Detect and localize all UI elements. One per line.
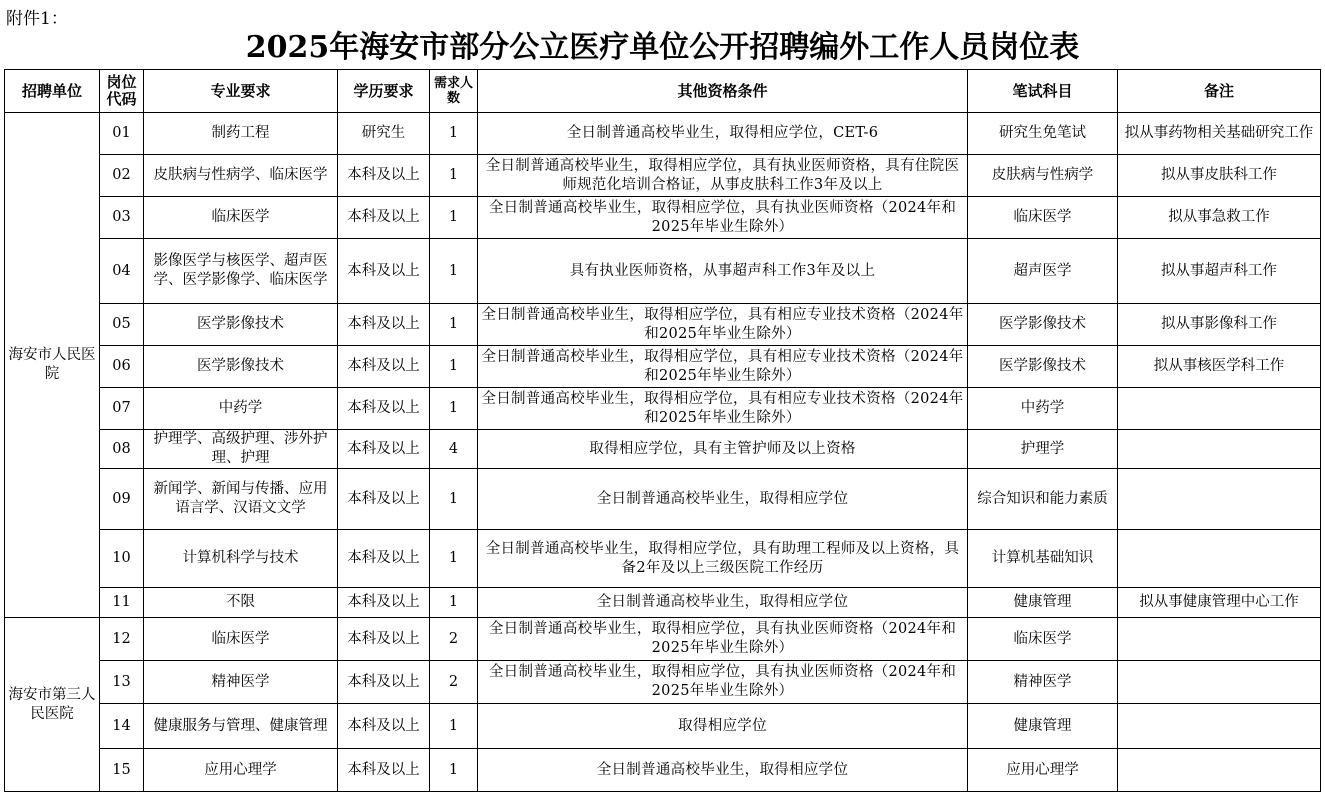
remark: 拟从事皮肤科工作 bbox=[1118, 155, 1321, 197]
remark: 拟从事药物相关基础研究工作 bbox=[1118, 113, 1321, 155]
position-code: 12 bbox=[100, 618, 144, 661]
header-row bbox=[5, 70, 1321, 113]
exam-subject: 健康管理 bbox=[968, 588, 1118, 618]
position-code: 15 bbox=[100, 749, 144, 792]
exam-subject: 综合知识和能力素质 bbox=[968, 469, 1118, 530]
education-requirement: 本科及以上 bbox=[338, 588, 430, 618]
other-conditions: 全日制普通高校毕业生，取得相应学位，具有相应专业技术资格（2024年和2025年毕业生除外） bbox=[478, 346, 968, 388]
education-requirement: 本科及以上 bbox=[338, 346, 430, 388]
other-conditions: 全日制普通高校毕业生，取得相应学位，具有助理工程师及以上资格，具备2年及以上三级医院工作经历 bbox=[478, 530, 968, 588]
education-requirement: 本科及以上 bbox=[338, 197, 430, 239]
other-conditions: 全日制普通高校毕业生，取得相应学位，具有相应专业技术资格（2024年和2025年毕业生除外） bbox=[478, 304, 968, 346]
header-note: 备注 bbox=[1118, 70, 1321, 113]
required-count: 1 bbox=[430, 530, 478, 588]
education-requirement: 本科及以上 bbox=[338, 430, 430, 469]
recruiting-unit: 海安市第三人民医院 bbox=[5, 618, 100, 792]
table-row bbox=[5, 588, 1321, 618]
table-row bbox=[5, 113, 1321, 155]
other-conditions: 取得相应学位，具有主管护师及以上资格 bbox=[478, 430, 968, 469]
major-requirement: 中药学 bbox=[144, 388, 338, 430]
position-code: 01 bbox=[100, 113, 144, 155]
remark: 拟从事影像科工作 bbox=[1118, 304, 1321, 346]
education-requirement: 本科及以上 bbox=[338, 530, 430, 588]
exam-subject: 研究生免笔试 bbox=[968, 113, 1118, 155]
education-requirement: 本科及以上 bbox=[338, 469, 430, 530]
major-requirement: 医学影像技术 bbox=[144, 304, 338, 346]
table-body bbox=[5, 113, 1321, 792]
position-code: 04 bbox=[100, 239, 144, 304]
exam-subject: 临床医学 bbox=[968, 197, 1118, 239]
required-count: 1 bbox=[430, 197, 478, 239]
other-conditions: 全日制普通高校毕业生，取得相应学位 bbox=[478, 749, 968, 792]
table-row bbox=[5, 704, 1321, 749]
positions-table bbox=[4, 69, 1321, 792]
major-requirement: 临床医学 bbox=[144, 618, 338, 661]
major-requirement: 护理学、高级护理、涉外护理、护理 bbox=[144, 430, 338, 469]
major-requirement: 不限 bbox=[144, 588, 338, 618]
remark bbox=[1118, 618, 1321, 661]
required-count: 1 bbox=[430, 588, 478, 618]
table-row bbox=[5, 661, 1321, 704]
major-requirement: 应用心理学 bbox=[144, 749, 338, 792]
required-count: 1 bbox=[430, 304, 478, 346]
education-requirement: 本科及以上 bbox=[338, 661, 430, 704]
exam-subject: 计算机基础知识 bbox=[968, 530, 1118, 588]
position-code: 05 bbox=[100, 304, 144, 346]
major-requirement: 皮肤病与性病学、临床医学 bbox=[144, 155, 338, 197]
exam-subject: 应用心理学 bbox=[968, 749, 1118, 792]
education-requirement: 本科及以上 bbox=[338, 704, 430, 749]
position-code: 06 bbox=[100, 346, 144, 388]
position-code: 08 bbox=[100, 430, 144, 469]
attachment-label: 附件1： bbox=[6, 9, 68, 29]
position-code: 13 bbox=[100, 661, 144, 704]
required-count: 1 bbox=[430, 469, 478, 530]
required-count: 1 bbox=[430, 749, 478, 792]
education-requirement: 本科及以上 bbox=[338, 388, 430, 430]
remark bbox=[1118, 661, 1321, 704]
table-row bbox=[5, 469, 1321, 530]
major-requirement: 新闻学、新闻与传播、应用语言学、汉语文文学 bbox=[144, 469, 338, 530]
other-conditions: 全日制普通高校毕业生，取得相应学位，具有执业医师资格（2024年和2025年毕业生除外） bbox=[478, 661, 968, 704]
remark bbox=[1118, 704, 1321, 749]
education-requirement: 本科及以上 bbox=[338, 155, 430, 197]
remark: 拟从事超声科工作 bbox=[1118, 239, 1321, 304]
required-count: 1 bbox=[430, 155, 478, 197]
table-row bbox=[5, 346, 1321, 388]
required-count: 2 bbox=[430, 618, 478, 661]
major-requirement: 精神医学 bbox=[144, 661, 338, 704]
exam-subject: 健康管理 bbox=[968, 704, 1118, 749]
exam-subject: 护理学 bbox=[968, 430, 1118, 469]
required-count: 1 bbox=[430, 388, 478, 430]
table-row bbox=[5, 155, 1321, 197]
other-conditions: 全日制普通高校毕业生，取得相应学位，具有执业医师资格，具有住院医师规范化培训合格证，从事皮肤科工作3年及以上 bbox=[478, 155, 968, 197]
required-count: 1 bbox=[430, 113, 478, 155]
education-requirement: 本科及以上 bbox=[338, 304, 430, 346]
exam-subject: 皮肤病与性病学 bbox=[968, 155, 1118, 197]
required-count: 2 bbox=[430, 661, 478, 704]
other-conditions: 全日制普通高校毕业生，取得相应学位，具有相应专业技术资格（2024年和2025年毕业生除外） bbox=[478, 388, 968, 430]
exam-subject: 精神医学 bbox=[968, 661, 1118, 704]
position-code: 02 bbox=[100, 155, 144, 197]
remark bbox=[1118, 430, 1321, 469]
header-exam: 笔试科目 bbox=[968, 70, 1118, 113]
other-conditions: 全日制普通高校毕业生，取得相应学位 bbox=[478, 469, 968, 530]
position-code: 03 bbox=[100, 197, 144, 239]
header-code: 岗位代码 bbox=[100, 70, 144, 113]
major-requirement: 医学影像技术 bbox=[144, 346, 338, 388]
remark bbox=[1118, 469, 1321, 530]
required-count: 1 bbox=[430, 346, 478, 388]
required-count: 4 bbox=[430, 430, 478, 469]
table-row bbox=[5, 239, 1321, 304]
position-code: 07 bbox=[100, 388, 144, 430]
header-conditions: 其他资格条件 bbox=[478, 70, 968, 113]
other-conditions: 取得相应学位 bbox=[478, 704, 968, 749]
position-code: 14 bbox=[100, 704, 144, 749]
table-row bbox=[5, 618, 1321, 661]
other-conditions: 全日制普通高校毕业生，取得相应学位，具有执业医师资格（2024年和2025年毕业生除外） bbox=[478, 197, 968, 239]
page-title: 2025年海安市部分公立医疗单位公开招聘编外工作人员岗位表 bbox=[245, 30, 1080, 65]
exam-subject: 超声医学 bbox=[968, 239, 1118, 304]
recruiting-unit: 海安市人民医院 bbox=[5, 113, 100, 618]
header-education: 学历要求 bbox=[338, 70, 430, 113]
remark: 拟从事核医学科工作 bbox=[1118, 346, 1321, 388]
position-code: 11 bbox=[100, 588, 144, 618]
exam-subject: 医学影像技术 bbox=[968, 304, 1118, 346]
major-requirement: 计算机科学与技术 bbox=[144, 530, 338, 588]
major-requirement: 制药工程 bbox=[144, 113, 338, 155]
table-row bbox=[5, 530, 1321, 588]
exam-subject: 临床医学 bbox=[968, 618, 1118, 661]
position-code: 09 bbox=[100, 469, 144, 530]
other-conditions: 全日制普通高校毕业生，取得相应学位，具有执业医师资格（2024年和2025年毕业生除外） bbox=[478, 618, 968, 661]
table-row bbox=[5, 197, 1321, 239]
position-code: 10 bbox=[100, 530, 144, 588]
education-requirement: 本科及以上 bbox=[338, 618, 430, 661]
header-unit: 招聘单位 bbox=[5, 70, 100, 113]
required-count: 1 bbox=[430, 239, 478, 304]
other-conditions: 全日制普通高校毕业生，取得相应学位，CET-6 bbox=[478, 113, 968, 155]
table-row bbox=[5, 304, 1321, 346]
header-count: 需求人数 bbox=[430, 70, 478, 113]
remark bbox=[1118, 530, 1321, 588]
table-row bbox=[5, 430, 1321, 469]
table-row bbox=[5, 388, 1321, 430]
major-requirement: 临床医学 bbox=[144, 197, 338, 239]
major-requirement: 健康服务与管理、健康管理 bbox=[144, 704, 338, 749]
major-requirement: 影像医学与核医学、超声医学、医学影像学、临床医学 bbox=[144, 239, 338, 304]
remark bbox=[1118, 388, 1321, 430]
remark bbox=[1118, 749, 1321, 792]
other-conditions: 全日制普通高校毕业生，取得相应学位 bbox=[478, 588, 968, 618]
exam-subject: 医学影像技术 bbox=[968, 346, 1118, 388]
exam-subject: 中药学 bbox=[968, 388, 1118, 430]
header-major: 专业要求 bbox=[144, 70, 338, 113]
education-requirement: 本科及以上 bbox=[338, 749, 430, 792]
table-row bbox=[5, 749, 1321, 792]
education-requirement: 研究生 bbox=[338, 113, 430, 155]
other-conditions: 具有执业医师资格，从事超声科工作3年及以上 bbox=[478, 239, 968, 304]
education-requirement: 本科及以上 bbox=[338, 239, 430, 304]
required-count: 1 bbox=[430, 704, 478, 749]
remark: 拟从事急救工作 bbox=[1118, 197, 1321, 239]
remark: 拟从事健康管理中心工作 bbox=[1118, 588, 1321, 618]
